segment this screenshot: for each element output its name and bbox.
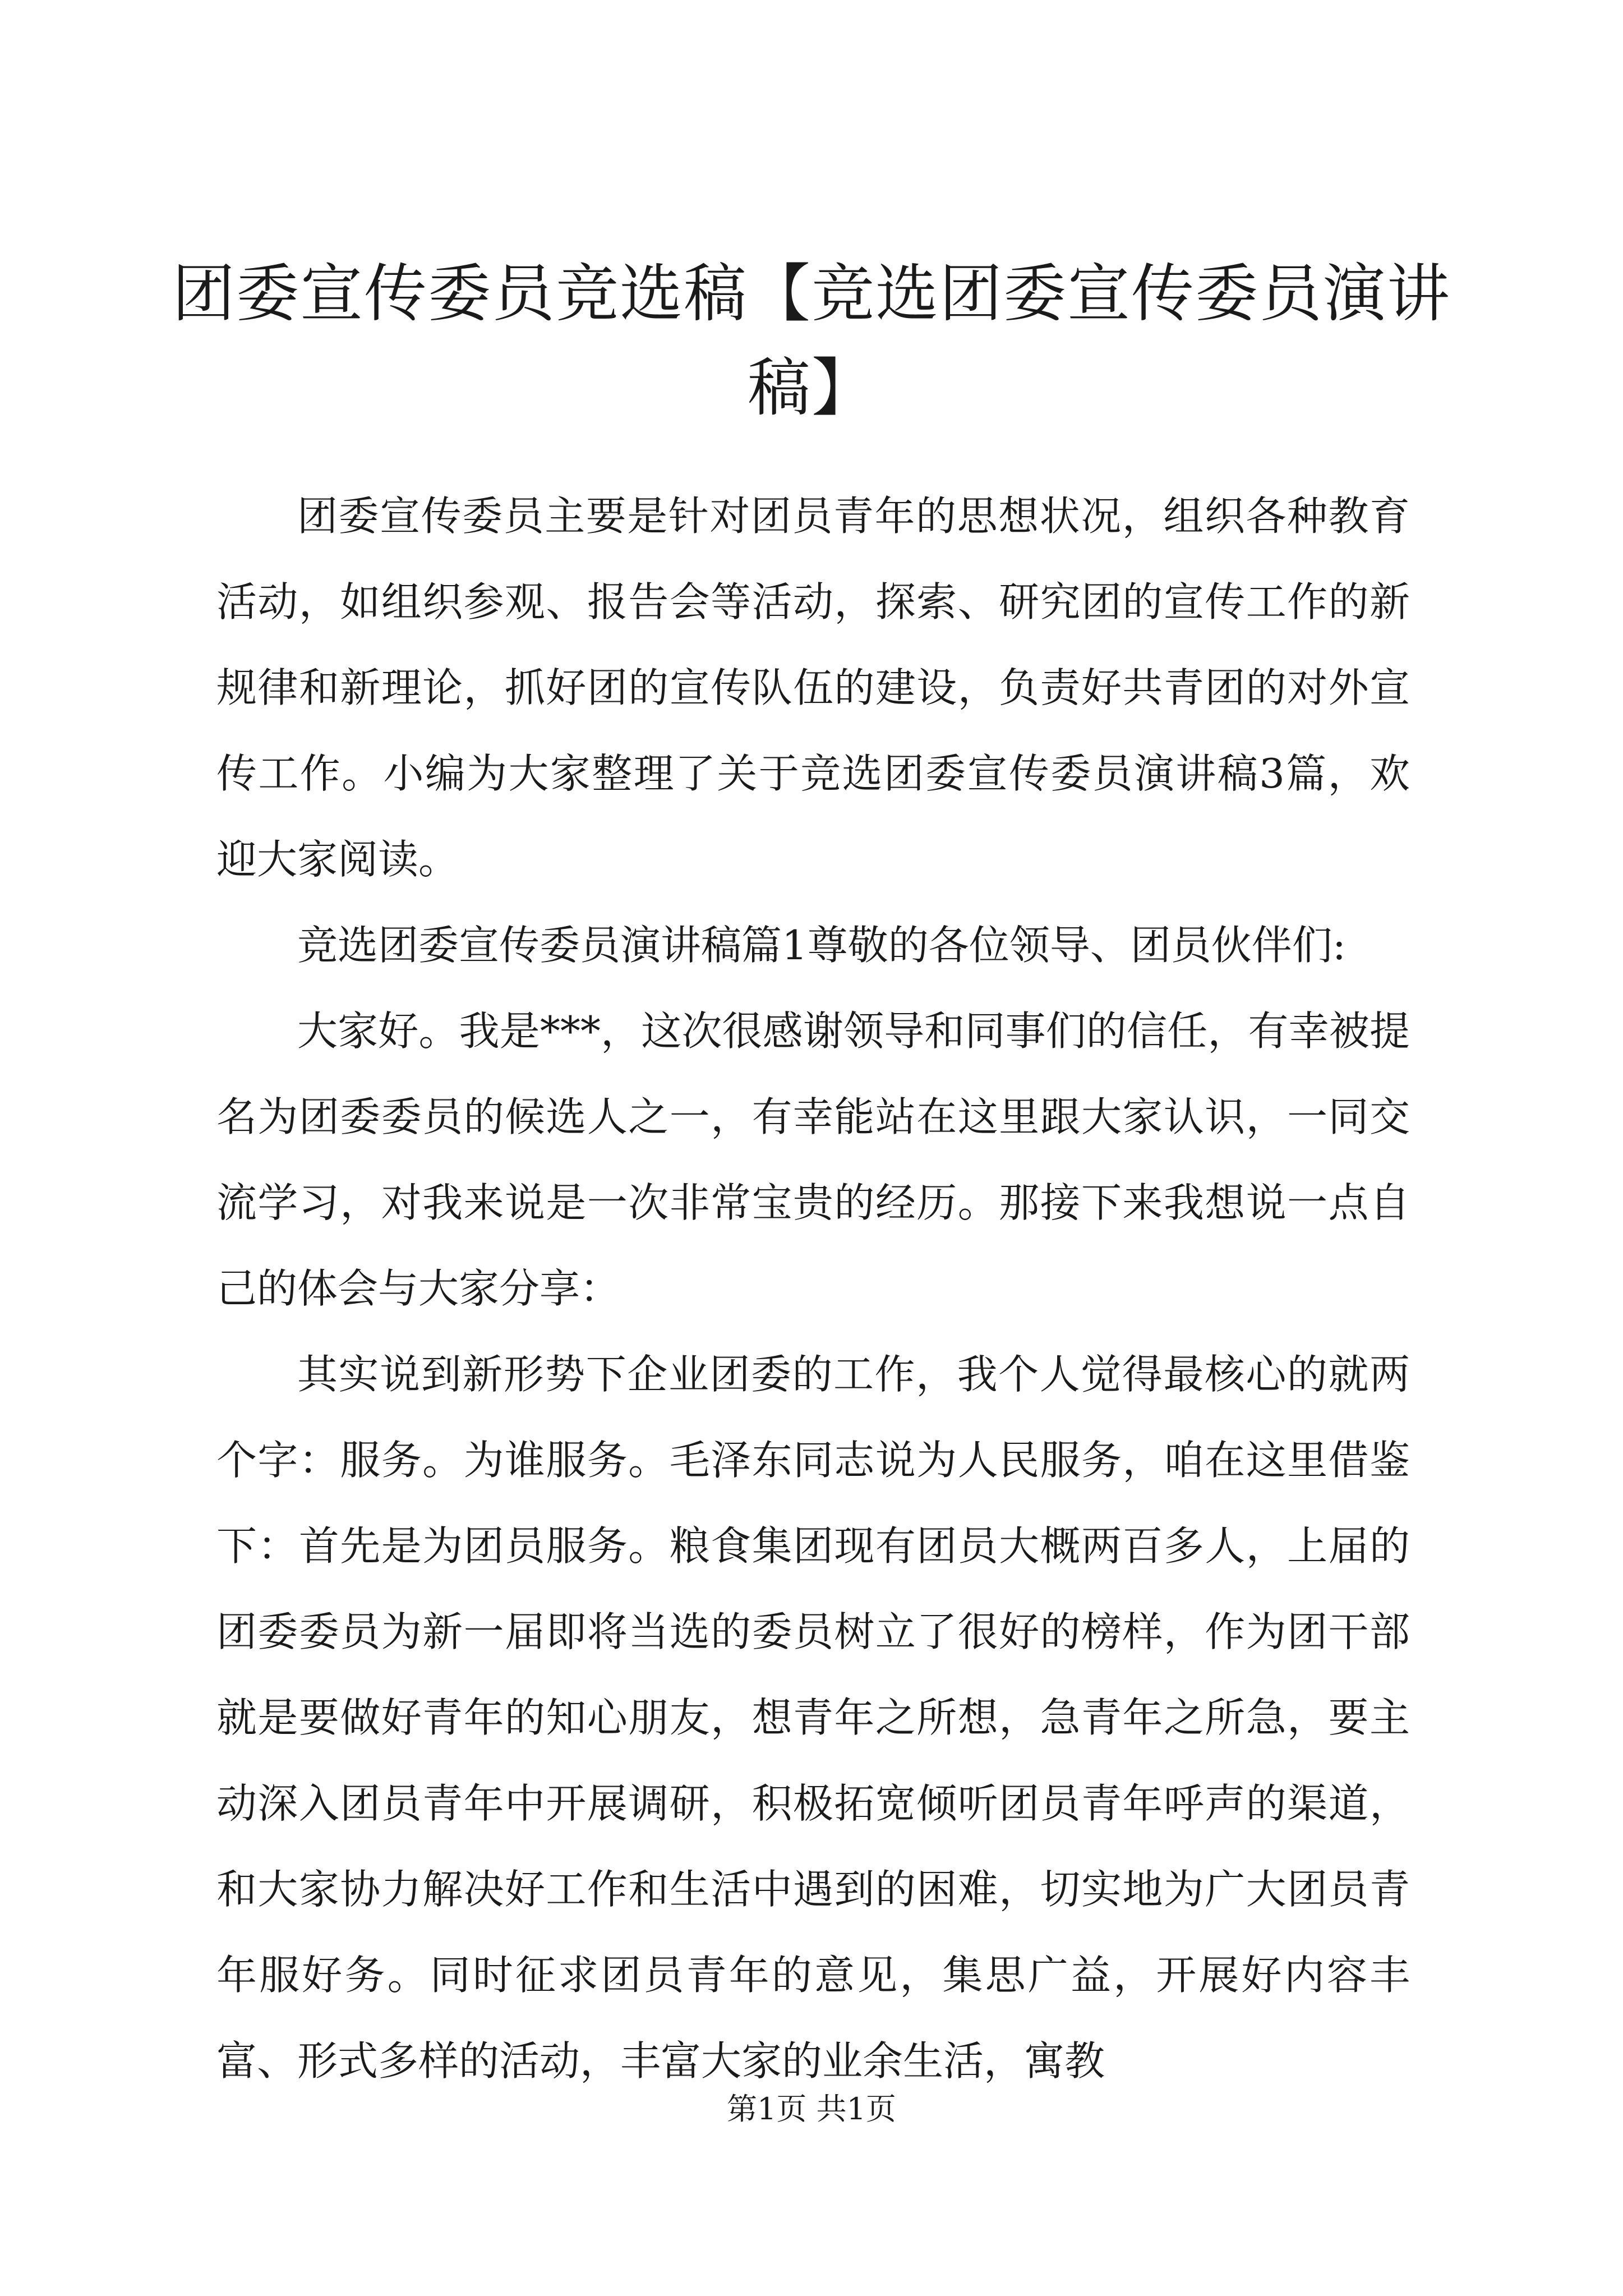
paragraph-salutation: 竞选团委宣传委员演讲稿篇1尊敬的各位领导、团员伙伴们: bbox=[297, 922, 1347, 969]
page-footer: 第1页 共1页 bbox=[727, 2091, 896, 2127]
document-title: 团委宣传委员竞选稿【竞选团委宣传委员演讲稿】 bbox=[172, 257, 1451, 425]
paragraph-intro: 团委宣传委员主要是针对团员青年的思想状况，组织各种教育活动，如组织参观、报告会等活动，探索、研究团的宣传工作的新规律和新理论，抓好团的宣传队伍的建设，负责好共青团的对外宣传工作。小编为大家整理了关于竞选团委宣传委员演讲稿3篇，欢迎大家阅读。 bbox=[216, 493, 1410, 883]
document-body bbox=[216, 473, 1410, 2104]
paragraph-greeting: 大家好。我是***，这次很感谢领导和同事们的信任，有幸被提名为团委委员的候选人之一，有幸能站在这里跟大家认识，一同交流学习，对我来说是一次非常宝贵的经历。那接下来我想说一点自己的体会与大家分享： bbox=[216, 1007, 1410, 1312]
paragraph-service: 其实说到新形势下企业团委的工作，我个人觉得最核心的就两个字：服务。为谁服务。毛泽东同志说为人民服务，咱在这里借鉴下：首先是为团员服务。粮食集团现有团员大概两百多人，上届的团委委员为新一届即将当选的委员树立了很好的榜样，作为团干部就是要做好青年的知心朋友，想青年之所想，急青年之所急，要主动深入团员青年中开展调研，积极拓宽倾听团员青年呼声的渠道，和大家协力解决好工作和生活中遇到的困难，切实地为广大团员青年服好务。同时征求团员青年的意见，集思广益，开展好内容丰富、形式多样的活动，丰富大家的业余生活，寓教 bbox=[216, 1351, 1410, 2085]
